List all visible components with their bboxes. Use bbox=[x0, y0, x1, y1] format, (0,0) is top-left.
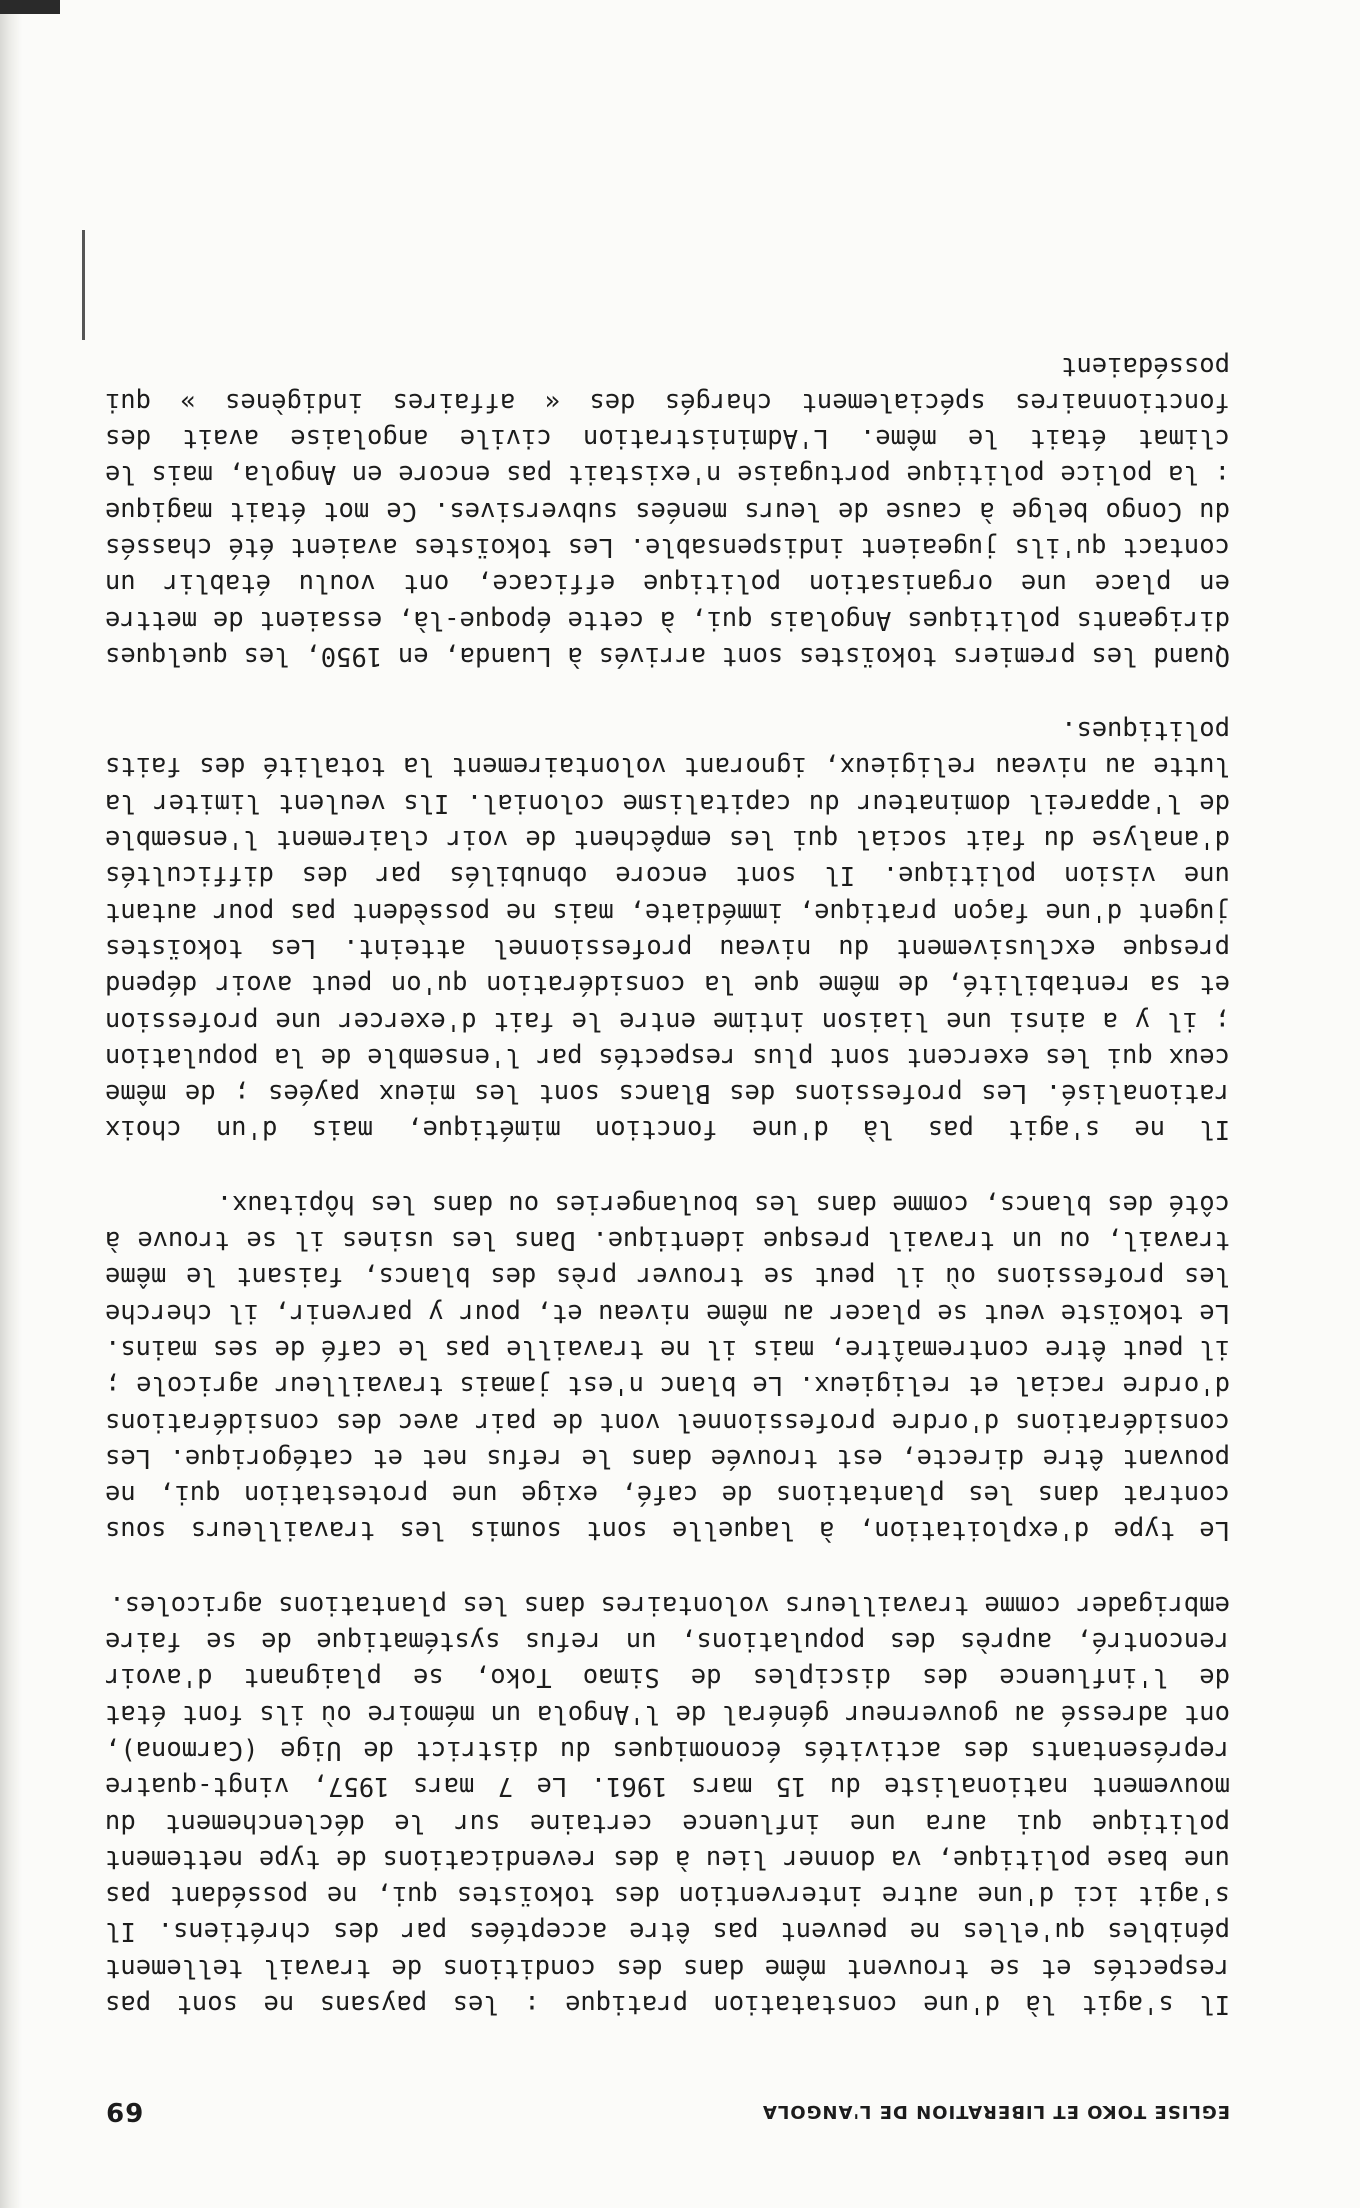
running-head bbox=[105, 2088, 1230, 2128]
margin-pencil-mark bbox=[82, 230, 85, 340]
scan-corner-mark bbox=[0, 0, 60, 14]
scan-binding-edge bbox=[0, 0, 22, 2208]
paragraph-2: Le type d'exploitation, à laquelle sont soumis les travailleurs sous contrat dans les plantations de café, exige une protestation qui, ne pouvant être directe, est trouvée dans le refus net et catégorique. Les considérations d'ordre professionnel vont de pair avec des considérations d'ordre racial et religieux. Le blanc n'est jamais travailleur agricole ; il peut être contremaître, mais il ne travaille pas le café de ses mains. Le tokoïste veut se placer au même niveau et, pour y parvenir, il cherche les professions où il peut se trouver près des blancs, faisant le même travail, ou un travail presque identique. Dans les usines il se trouve à côté des blancs, comme dans les boulangeries ou dans les hôpitaux. bbox=[105, 1188, 1230, 1546]
page-number: 69 bbox=[105, 2096, 144, 2126]
paragraph-spacer bbox=[105, 1548, 1230, 1586]
paragraph-spacer bbox=[105, 1147, 1230, 1185]
paragraph-spacer bbox=[105, 674, 1230, 712]
running-title: EGLISE TOKO ET LIBERATION DE L'ANGOLA bbox=[761, 2101, 1230, 2122]
paragraph-4: Quand les premiers tokoïstes sont arrivés à Luanda, en 1950, les quelques dirigeants politiques Angolais qui, à cette époque-là, essaient de mettre en place une organisation politique efficace, ont voulu établir un contact qu'ils jugeaient indispensable. Les tokoïstes avaient été chassés du Congo belge à cause de leurs menées subversives. Ce mot était magique : la police politique portugaise n'existait pas encore en Angola, mais le climat était le même. L'Administration civile angolaise avait des fonctionnaires spécialement chargés des « affaires indigènes » qui possédaient bbox=[105, 350, 1230, 671]
paragraph-1: Il s'agit là d'une constatation pratique : les paysans ne sont pas respectés et se trouvent même dans des conditions de travail tellement pénibles qu'elles ne peuvent pas être acceptées par des chrétiens. Il s'agit ici d'une autre intervention des tokoïstes qui, ne possédant pas une base politique, va donner lieu à des revendications de type nettement politique qui aura une influence certaine sur le déclenchement du mouvement nationaliste du 15 mars 1961. Le 7 mars 1957, vingt-quatre représentants des activités économiques du district de Uige (Carmona), ont adressé au gouverneur général de l'Angola un mémoire où ils font état de l'influence des disciples de Simao Toko, se plaignant d'avoir rencontré, auprès des populations, un refus systématique de se faire embrigader comme travailleurs volontaires dans les plantations agricoles. bbox=[105, 1589, 1230, 2019]
body-text bbox=[105, 347, 1230, 2022]
book-page-rotated bbox=[40, 40, 1290, 2140]
paragraph-3: Il ne s'agit pas là d'une fonction mimétique, mais d'un choix rationalisé. Les professions des Blancs sont les mieux payées ; de même ceux qui les exercent sont plus respectés par l'ensemble de la population ; il y a ainsi une liaison intime entre le fait d'exercer une profession et sa rentabilité, de même que la considération qu'on peut avoir dépend presque exclusivement du niveau professionnel atteint. Les tokoïstes jugent d'une façon pratique, immédiate, mais ne possèdent pas pour autant une vision politique. Il sont encore obnubilés par des difficultés d'analyse du fait social qui les empêchent de voir clairement l'ensemble de l'appareil dominateur du capitalisme colonial. Ils veulent limiter la lutte au niveau religieux, ignorant volontairement la totalité des faits politiques. bbox=[105, 715, 1230, 1145]
